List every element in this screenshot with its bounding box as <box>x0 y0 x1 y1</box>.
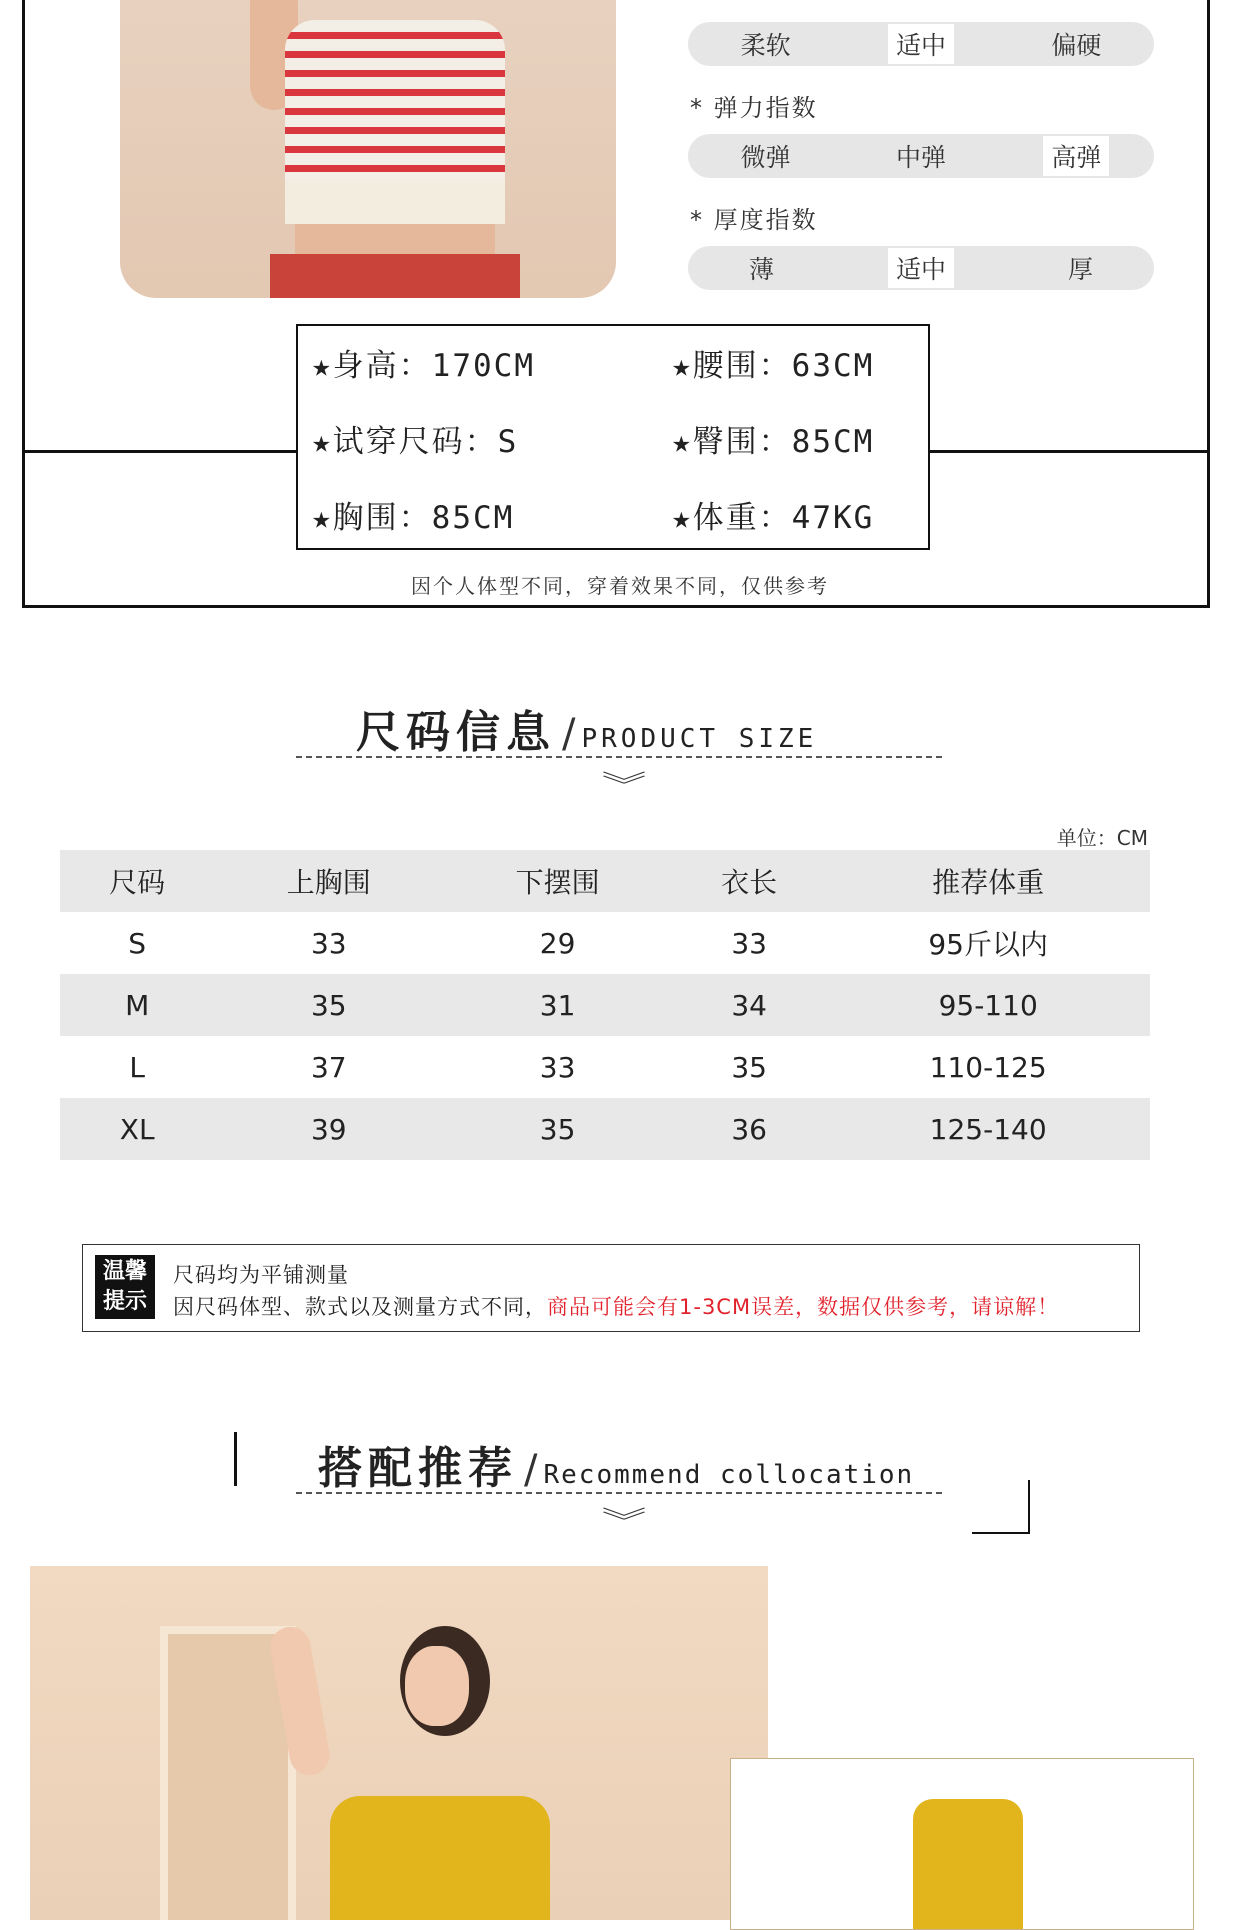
table-cell: 36 <box>731 1112 767 1146</box>
elasticity-option: 微弹 <box>740 143 791 172</box>
size-section-heading <box>356 696 817 760</box>
table-cell: 33 <box>539 1050 576 1084</box>
chevron-down-icon: ︾ <box>601 1505 647 1538</box>
size-section-subtitle: PRODUCT SIZE <box>581 724 818 754</box>
table-cell: S <box>128 926 147 960</box>
softness-option: 偏硬 <box>1051 31 1102 60</box>
table-cell: 125-140 <box>929 1112 1047 1146</box>
thickness-option: 薄 <box>748 255 774 284</box>
tips-badge-line: 提示 <box>102 1289 147 1314</box>
header-weight: 推荐体重 <box>932 866 1045 899</box>
unit-label: 单位：CM <box>1056 826 1148 850</box>
model-hip: ★臀围：85CM <box>672 424 875 460</box>
softness-option-selected: 适中 <box>888 24 954 64</box>
recommend-section-heading <box>318 1432 914 1496</box>
tips-badge <box>95 1255 155 1319</box>
table-row <box>60 912 1150 974</box>
table-cell: 34 <box>731 988 767 1022</box>
table-cell: XL <box>119 1112 155 1146</box>
table-cell: 110-125 <box>929 1050 1047 1084</box>
table-cell: M <box>125 988 150 1022</box>
model-trial-size: ★试穿尺码：S <box>312 424 519 460</box>
model-height: ★身高：170CM <box>312 348 535 384</box>
table-row <box>60 974 1150 1036</box>
header-upper-bust: 上胸围 <box>286 866 371 899</box>
recommend-product-photo <box>730 1758 1194 1930</box>
table-cell: 37 <box>310 1050 347 1084</box>
recommend-model-photo <box>30 1566 768 1920</box>
tips-line-2-warning: 商品可能会有1-3CM误差，数据仅供参考，请谅解！ <box>547 1295 1060 1319</box>
size-section-title: 尺码信息 <box>356 707 556 758</box>
table-cell: 29 <box>539 926 576 960</box>
elasticity-option: 中弹 <box>895 143 946 172</box>
thickness-option-selected: 适中 <box>888 248 954 288</box>
table-row <box>60 1036 1150 1098</box>
table-cell: 35 <box>539 1112 576 1146</box>
table-cell: 35 <box>731 1050 767 1084</box>
thickness-option: 厚 <box>1067 255 1093 284</box>
decor-bar-left <box>234 1432 237 1486</box>
dashed-divider <box>296 1492 942 1494</box>
tips-line-2-prefix: 因尺码体型、款式以及测量方式不同， <box>173 1295 547 1319</box>
table-cell: 31 <box>539 988 576 1022</box>
model-photo <box>120 0 616 298</box>
tips-line-1: 尺码均为平铺测量 <box>173 1263 349 1287</box>
model-chest: ★胸围：85CM <box>312 500 515 536</box>
table-row <box>60 1098 1150 1160</box>
header-size: 尺码 <box>109 866 166 899</box>
tips-box <box>82 1244 1140 1332</box>
elasticity-option-selected: 高弹 <box>1043 136 1109 176</box>
size-table <box>60 850 1150 1160</box>
fit-disclaimer: 因个人体型不同，穿着效果不同，仅供参考 <box>411 574 829 598</box>
tips-line-2 <box>173 1291 1059 1321</box>
thickness-index-pill <box>688 246 1154 290</box>
elasticity-index-pill <box>688 134 1154 178</box>
header-hem: 下摆围 <box>515 866 600 899</box>
title-slash: / <box>562 711 576 757</box>
tips-badge-line: 温馨 <box>102 1259 147 1284</box>
header-length: 衣长 <box>721 866 778 899</box>
table-cell: L <box>129 1050 145 1084</box>
table-cell: 95-110 <box>938 988 1038 1022</box>
thickness-label: * 厚度指数 <box>690 206 818 234</box>
dashed-divider <box>296 756 942 758</box>
table-cell: 33 <box>310 926 347 960</box>
recommend-section-title: 搭配推荐 <box>318 1443 518 1494</box>
recommend-section-subtitle: Recommend collocation <box>543 1460 915 1490</box>
table-cell: 33 <box>731 926 767 960</box>
elasticity-label: * 弹力指数 <box>690 94 818 122</box>
table-cell: 35 <box>310 988 347 1022</box>
softness-option: 柔软 <box>740 31 791 60</box>
model-measurements-box <box>296 324 930 550</box>
softness-index-pill <box>688 22 1154 66</box>
chevron-down-icon: ︾ <box>601 769 647 802</box>
table-cell: 95斤以内 <box>928 928 1048 961</box>
model-weight: ★体重：47KG <box>672 500 875 536</box>
table-header-row <box>60 850 1150 912</box>
model-waist: ★腰围：63CM <box>672 348 875 384</box>
decor-corner-right <box>972 1480 1030 1534</box>
table-cell: 39 <box>310 1112 347 1146</box>
title-slash: / <box>524 1447 538 1493</box>
